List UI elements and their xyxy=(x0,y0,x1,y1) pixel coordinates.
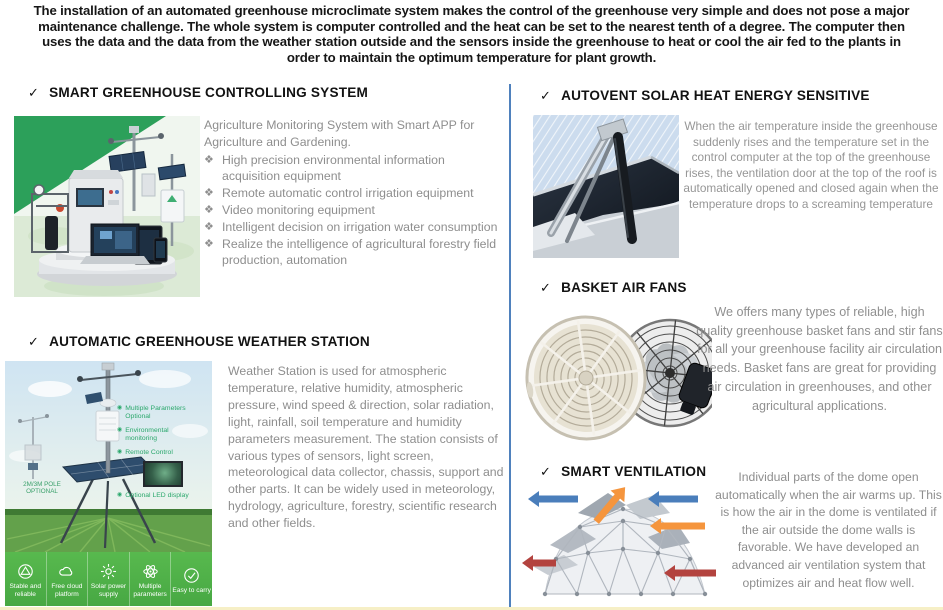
annotation xyxy=(117,492,195,500)
pole-option-label: 2M/3M POLE OPTIONAL xyxy=(23,481,61,495)
check-icon: ✓ xyxy=(28,334,40,349)
heading-smart-ventilation xyxy=(540,464,706,480)
dot-bullet-icon: ◉ xyxy=(117,405,123,411)
bullet-text: Remote automatic control irrigation equipment xyxy=(222,186,474,201)
heading-weather-station xyxy=(28,334,370,350)
feature-label: Free cloud platform xyxy=(51,583,83,598)
cloud-icon xyxy=(57,562,76,581)
dot-bullet-icon: ◉ xyxy=(117,427,123,433)
bullet-item xyxy=(204,219,506,236)
diamond-bullet-icon: ❖ xyxy=(204,237,214,250)
diamond-bullet-icon: ❖ xyxy=(204,187,214,200)
feature-item xyxy=(129,552,171,606)
feature-label: Stable and reliable xyxy=(9,583,42,598)
weather-station-image xyxy=(5,361,212,606)
devices xyxy=(80,224,167,264)
smart-ventilation-image xyxy=(520,479,722,605)
heading-autovent xyxy=(540,88,870,104)
blue-arrow-left xyxy=(528,491,578,507)
dot-bullet-icon: ◉ xyxy=(117,449,123,455)
annotation xyxy=(117,405,195,420)
diamond-bullet-icon: ❖ xyxy=(204,153,214,166)
heading-text: AUTOVENT SOLAR HEAT ENERGY SENSITIVE xyxy=(561,88,870,103)
diamond-bullet-icon: ❖ xyxy=(204,203,214,216)
led-screen xyxy=(145,463,181,485)
dot-bullet-icon: ◉ xyxy=(117,492,123,498)
smart-ventilation-description: Individual parts of the dome open automatically when the air warms up. This is how the air in the dome is ventilated if the air outside the dome walls is favorable. We have developed an advanced air ventilation system that optimizes air and heat flow well. xyxy=(715,470,942,590)
heading-text: AUTOMATIC GREENHOUSE WEATHER STATION xyxy=(49,334,370,349)
heading-text: BASKET AIR FANS xyxy=(561,280,687,295)
controlling-bullet-list xyxy=(204,152,506,270)
heading-text: SMART VENTILATION xyxy=(561,464,707,479)
bullet-text: Video monitoring equipment xyxy=(222,202,375,217)
check-icon: ✓ xyxy=(540,464,552,479)
atom-icon xyxy=(141,562,160,581)
bullet-item xyxy=(204,202,506,219)
feature-item xyxy=(170,552,212,606)
intro-paragraph: The installation of an automated greenhouse microclimate system makes the control of the greenhouse very simple and does not pose a major maintenance challenge. The whole system is computer controlled and the heat can be set to the nearest tenth of a degree. The computer then uses the data and the data from the weather station outside and the sensors inside the greenhouse to heat or cool the air fed to the plants in order to maintain the optimum temperature for plant growth. xyxy=(33,3,910,66)
annotation-text: Optional LED display xyxy=(125,492,189,499)
bullet-text: High precision environmental information acquisition equipment xyxy=(222,152,445,184)
controlling-system-image xyxy=(14,116,200,297)
autovent-image xyxy=(533,115,679,258)
basket-fans-description: We offers many types of reliable, high quality greenhouse basket fans and stir fans for all your greenhouse facility air circulation needs. Basket fans are great for providing air circulation in greenhouses, and other agricultural applications. xyxy=(696,305,943,413)
weather-station-description: Weather Station is used for atmospheric temperature, relative humidity, atmospheric pressure, wind speed & direction, solar radiation, light, rainfall, soil temperature and humidity parameters measurement. The station consists of various types of sensors, light screen, meteorological data collector, chassis, support and other parts. It can be widely used in meteorology, hydrology, agriculture, forestry, scientific research and other fields. xyxy=(228,364,504,531)
feature-item xyxy=(46,552,88,606)
bullet-item xyxy=(204,236,506,270)
autovent-description: When the air temperature inside the greenhouse suddenly rises and the temperature set in the control computer at the top of the greenhouse rises, the ventilation door at the top of the roof is automatically opened and closed again when the temperature drops to a screaming temperature xyxy=(683,119,939,211)
dome-illustration xyxy=(520,479,722,605)
controlling-system-illustration xyxy=(14,116,200,297)
controlling-system-description xyxy=(204,117,506,269)
check-icon: ✓ xyxy=(28,85,40,100)
check-circle-icon xyxy=(182,566,201,585)
check-icon: ✓ xyxy=(540,88,552,103)
triangle-circle-icon xyxy=(16,562,35,581)
annotation xyxy=(117,427,195,442)
heading-basket-fans xyxy=(540,280,687,296)
autovent-illustration xyxy=(533,115,679,258)
basket-fans-illustration xyxy=(524,300,712,452)
heading-smart-controlling xyxy=(28,85,368,101)
heading-text: SMART GREENHOUSE CONTROLLING SYSTEM xyxy=(49,85,369,100)
sun-icon xyxy=(99,562,118,581)
check-icon: ✓ xyxy=(540,280,552,295)
feature-label: Easy to carry xyxy=(172,586,211,594)
bullet-item xyxy=(204,185,506,202)
cream-fan xyxy=(524,309,653,446)
annotation-text: Multiple Parameters Optional xyxy=(125,405,186,420)
feature-label: Multiple parameters xyxy=(133,583,167,598)
controlling-intro: Agriculture Monitoring System with Smart APP for Agriculture and Gardening. xyxy=(204,118,475,149)
led-display xyxy=(143,461,183,487)
diamond-bullet-icon: ❖ xyxy=(204,220,214,233)
annotation-text: Environmental monitoring xyxy=(125,427,169,442)
bullet-text: Intelligent decision on irrigation water consumption xyxy=(222,219,498,234)
feature-label: Solar power supply xyxy=(90,583,127,598)
annotation xyxy=(117,449,195,457)
bullet-text: Realize the intelligence of agricultural forestry field production, automation xyxy=(222,236,497,268)
feature-band xyxy=(5,552,212,606)
bullet-item xyxy=(204,152,506,186)
annotation-text: Remote Control xyxy=(125,449,173,456)
feature-item xyxy=(87,552,129,606)
feature-item xyxy=(5,552,46,606)
basket-fans-image xyxy=(524,300,712,452)
